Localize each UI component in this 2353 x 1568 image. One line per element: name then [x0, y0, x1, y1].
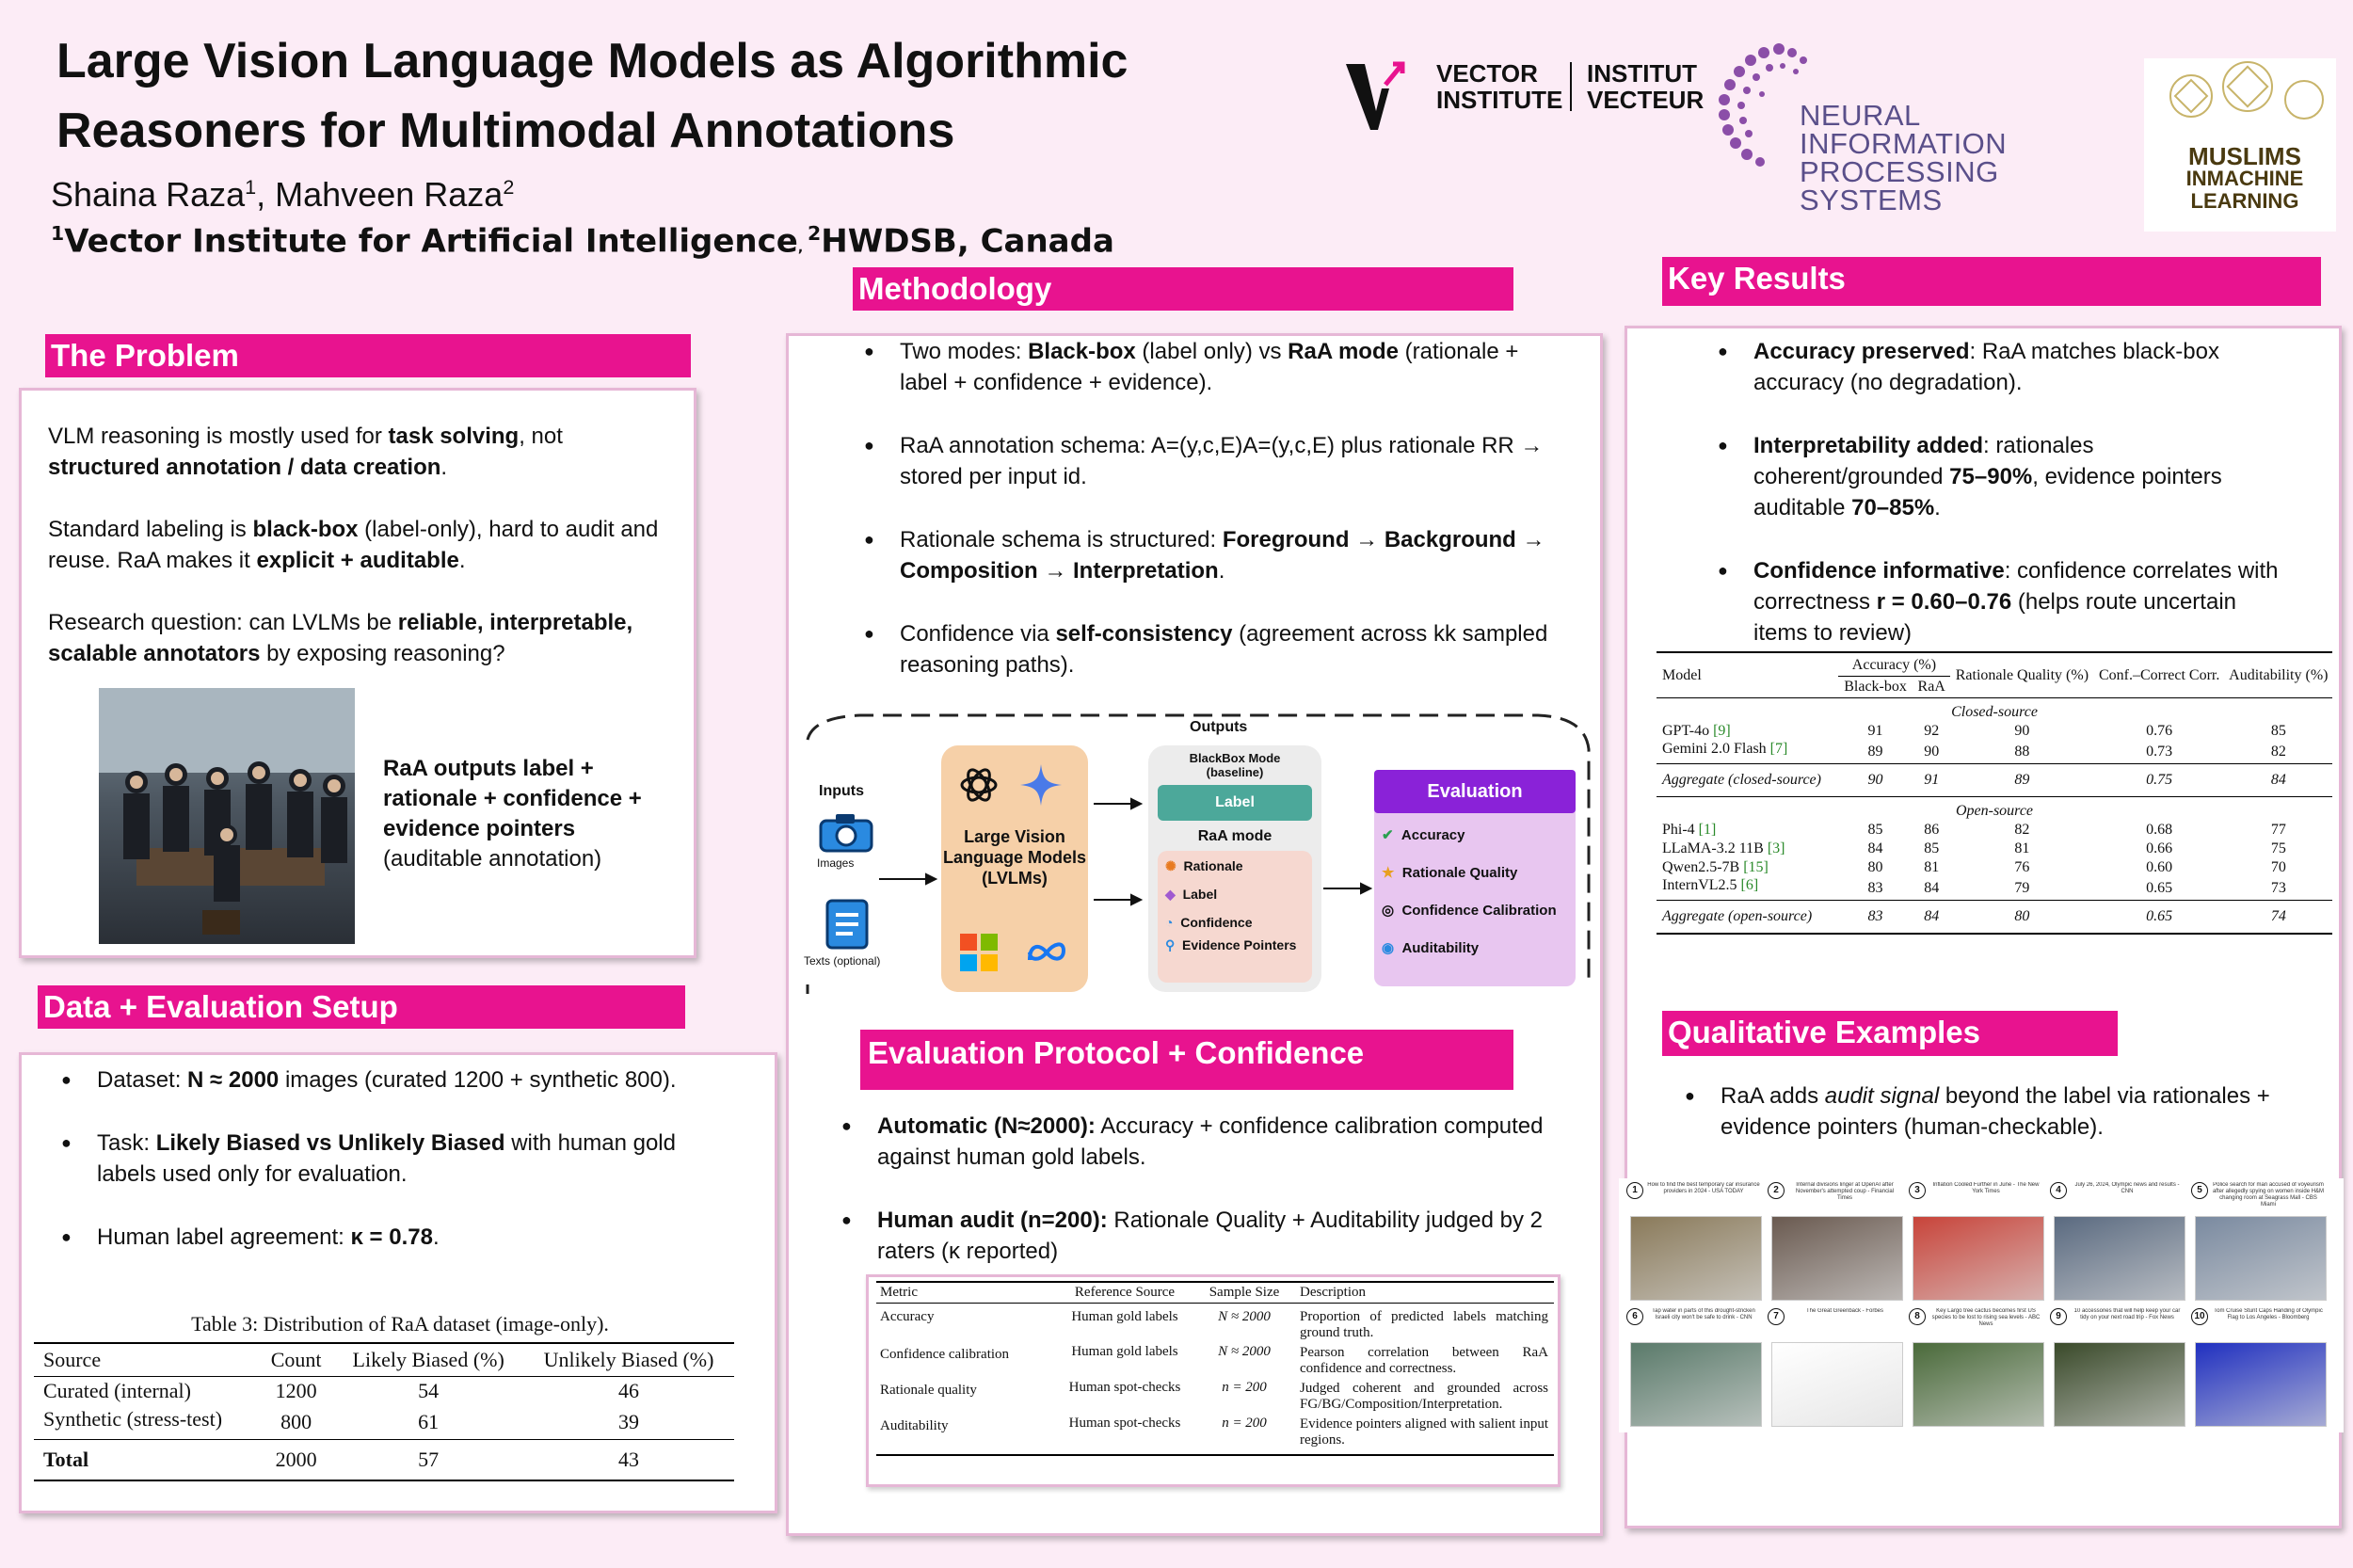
method-bullet-schema: ● RaA annotation schema: A=(y,c,E)A=(y,c,E) plus rationale RR → stored per input id. [864, 430, 1561, 492]
col-raa: RaA [1917, 679, 1945, 695]
affil-sep: , [797, 240, 808, 256]
author-2: Mahveen Raza [275, 175, 504, 214]
raa-item-evidence: ⚲ Evidence Pointers [1165, 937, 1297, 952]
qualitative-bullet: ● RaA adds audit signal beyond the label via rationales + evidence pointers (human-checkable). [1685, 1080, 2297, 1143]
raa-outputs-rest: (auditable annotation) [383, 846, 602, 872]
table-row: Auditability Human spot-checks n = 200 Evidence pointers aligned with salient input regions. [880, 1416, 1548, 1448]
example-item [1626, 1182, 1762, 1303]
example-number: 10 [2191, 1308, 2208, 1325]
diagram-inputs-label: Inputs [819, 783, 864, 799]
example-thumbnail [2054, 1216, 2185, 1301]
example-caption: Internal divisions linger at OpenAI after November's attempted coup - Financial Times [1795, 1182, 1895, 1201]
vector-institute-logo [1344, 56, 1706, 132]
author-sep: , [256, 175, 276, 214]
check-icon: ✔ [1382, 827, 1394, 843]
problem-p2: Standard labeling is black-box (label-only), hard to audit and reuse. RaA makes it explicit + auditable. [48, 517, 659, 573]
table-row: LLaMA-3.2 11B [3] 84 85 81 0.66 75 [1662, 840, 2286, 856]
muslims-line3: LEARNING [2190, 189, 2299, 213]
eval-item-auditability: ◉ Auditability [1382, 940, 1480, 956]
table-row: Synthetic (stress-test) 800 61 39 [34, 1405, 734, 1440]
affil-2-sup: 2 [808, 222, 822, 245]
diagram-images-label: Images [817, 856, 855, 870]
target-icon: ◎ [1382, 903, 1395, 919]
blackbox-mode-label: BlackBox Mode (baseline) [1189, 751, 1281, 779]
method-bullet-confidence: ● Confidence via self-consistency (agreement across kk sampled reasoning paths). [864, 618, 1561, 680]
muslims-line1: MUSLIMS [2188, 142, 2301, 170]
table-row: Phi-4 [1] 85 86 82 0.68 77 [1662, 822, 2286, 838]
muslims-in-ml-logo [2144, 58, 2336, 232]
examples-grid [1619, 1178, 2344, 1432]
eval-bullet-automatic: ● Automatic (N≈2000): Accuracy + confidence calibration computed against human gold labels. [841, 1111, 1566, 1173]
authors [51, 175, 514, 215]
example-number: 3 [1909, 1182, 1926, 1199]
data-bullet-agreement: ● Human label agreement: κ = 0.78. [61, 1222, 720, 1253]
raa-outputs-bold: RaA outputs label + rationale + confidence + evidence pointers [383, 756, 642, 841]
method-bullet-rationale: ● Rationale schema is structured: Foreground → Background → Composition → Interpretation. [864, 524, 1561, 586]
neurips-line1: NEURAL INFORMATION [1800, 99, 2008, 160]
poster-title: Large Vision Language Models as Algorithmic Reasoners for Multimodal Annotations [56, 34, 1128, 158]
col-model: Model [1657, 652, 1838, 698]
data-setup-header: Data + Evaluation Setup [38, 985, 685, 1029]
example-thumbnail [1913, 1342, 2044, 1427]
gemini-sparkle-icon [1018, 762, 1064, 808]
col-blackbox: Black-box [1844, 679, 1907, 695]
example-thumbnail [1771, 1216, 1903, 1301]
example-caption: July 26, 2024, Olympic news and results - CNN [2074, 1182, 2180, 1194]
problem-box [19, 388, 696, 958]
example-item [1626, 1308, 1762, 1429]
audit-icon: ◉ [1382, 940, 1395, 956]
lvlm-label: Large Vision Language Models (LVLMs) [942, 827, 1086, 888]
metrics-table [876, 1281, 1554, 1456]
closed-source-label: Closed-source [1951, 704, 2038, 720]
example-number: 2 [1768, 1182, 1785, 1199]
evaluation-title: Evaluation [1374, 770, 1576, 813]
col-metric: Metric [880, 1285, 918, 1300]
meta-icon [1026, 939, 1067, 966]
example-number: 6 [1626, 1308, 1643, 1325]
lvlm-node [941, 745, 1088, 992]
example-thumbnail [2054, 1342, 2185, 1427]
key-results-header: Key Results [1662, 257, 2321, 306]
col-unlikely: Unlikely Biased (%) [543, 1348, 714, 1371]
example-thumbnail [2195, 1342, 2327, 1427]
raa-mode-panel [1158, 851, 1312, 983]
tag-icon: ◆ [1165, 887, 1176, 902]
table-row: Rationale quality Human spot-checks n = 200 Judged coherent and grounded across FG/BG/Composition/Interpretation. [880, 1380, 1548, 1412]
example-caption: The Great Greenback - Forbes [1805, 1308, 1884, 1314]
table-row: Accuracy Human gold labels N ≈ 2000 Proportion of predicted labels matching ground truth. [880, 1309, 1548, 1340]
raa-mode-label: RaA mode [1197, 828, 1273, 844]
eval-item-accuracy: ✔ Accuracy [1382, 827, 1465, 843]
example-number: 4 [2050, 1182, 2067, 1199]
result-bullet-interpretability: ● Interpretability added: rationales coherent/grounded 75–90%, evidence pointers auditable 70–85%. [1718, 430, 2282, 523]
problem-header: The Problem [45, 334, 691, 377]
example-caption: 10 accessories that will help keep your car tidy on your next road trip - Fox News [2073, 1308, 2181, 1320]
methodology-header: Methodology [853, 267, 1513, 311]
table-row: GPT-4o [9] 91 92 90 0.76 85 [1662, 723, 2286, 739]
rationale-icon: ✺ [1165, 858, 1176, 873]
col-count: Count [270, 1348, 322, 1371]
eval-item-calibration: ◎ Confidence Calibration [1382, 903, 1557, 919]
raa-item-confidence: ◔ Confidence [1165, 915, 1253, 930]
example-caption: Key Largo tree cactus becomes first US species to be lost to rising sea levels - ABC News [1931, 1308, 2041, 1327]
gauge-icon: ◔ [1165, 915, 1174, 930]
example-number: 5 [2191, 1182, 2208, 1199]
example-thumbnail [2195, 1216, 2327, 1301]
geometric-star-icon [2144, 58, 2336, 143]
example-thumbnail [1771, 1342, 1903, 1427]
eval-item-rationale: ★ Rationale Quality [1382, 865, 1518, 881]
example-caption: Tap water in parts of this drought-stricken Israeli city won't be safe to drink - CNN [1652, 1308, 1755, 1320]
openai-icon [958, 764, 1000, 806]
raa-outputs-text [383, 754, 675, 874]
col-rationale-quality: Rationale Quality (%) [1950, 652, 2094, 698]
affiliations [51, 222, 1114, 260]
document-icon [824, 898, 870, 951]
eval-protocol-header: Evaluation Protocol + Confidence [860, 1030, 1513, 1090]
example-thumbnail [1630, 1216, 1762, 1301]
affil-1-sup: 1 [51, 222, 65, 245]
magnifier-icon: ⚲ [1165, 937, 1176, 952]
blackbox-label-chip: Label [1158, 785, 1312, 821]
vector-en-line1: VECTOR [1436, 59, 1538, 88]
metrics-table-panel [866, 1274, 1561, 1487]
example-thumbnail [1913, 1216, 2044, 1301]
table-row: Confidence calibration Human gold labels N ≈ 2000 Pearson correlation between RaA confidence and correctness. [880, 1344, 1548, 1376]
qualitative-bullets [1685, 1080, 2297, 1175]
results-table-panel [1657, 651, 2332, 981]
vector-fr-line2: VECTEUR [1587, 86, 1705, 114]
pipeline-diagram [804, 712, 1594, 996]
table-row: Qwen2.5-7B [15] 80 81 76 0.60 70 [1662, 859, 2286, 875]
result-bullet-accuracy: ● Accuracy preserved: RaA matches black-box accuracy (no degradation). [1718, 336, 2282, 398]
problem-p1: VLM reasoning is mostly used for task solving, not structured annotation / data creation. [48, 424, 563, 480]
outputs-node [1148, 745, 1321, 992]
example-number: 1 [1626, 1182, 1643, 1199]
vector-en-line2: INSTITUTE [1436, 86, 1563, 114]
example-caption: Tom Cruise Stunt Caps Handing of Olympic Flag to Los Angeles - Bloomberg [2214, 1308, 2323, 1320]
author-2-sup: 2 [503, 175, 515, 199]
dataset-table [34, 1342, 734, 1481]
method-bullet-modes: ● Two modes: Black-box (label only) vs RaA mode (rationale + label + confidence + evidence). [864, 336, 1561, 398]
col-conf-corr: Conf.–Correct Corr. [2094, 652, 2225, 698]
affil-2: HWDSB, Canada [821, 222, 1114, 261]
table-row: InternVL2.5 [6] 83 84 79 0.65 73 [1657, 877, 2332, 901]
neurips-logo [1713, 38, 2127, 216]
diagram-texts-label: Texts (optional) [804, 954, 881, 968]
raa-item-label: ◆ Label [1165, 887, 1218, 902]
col-reference: Reference Source [1074, 1285, 1176, 1300]
camera-icon [819, 811, 873, 853]
results-table [1657, 651, 2332, 935]
example-caption: How to find the best temporary car insurance providers in 2024 - USA TODAY [1647, 1182, 1760, 1194]
table-row-total: Total 2000 57 43 [43, 1448, 639, 1471]
raa-item-rationale: ✺ Rationale [1165, 858, 1243, 873]
neurips-line2: PROCESSING SYSTEMS [1800, 155, 1999, 216]
example-caption: Police search for man accused of voyeurism after allegedly spying on women inside H&M changing room at Seagrass Mall - CBS Miami [2212, 1182, 2325, 1208]
eval-bullet-human: ● Human audit (n=200): Rationale Quality + Auditability judged by 2 raters (κ reported) [841, 1205, 1566, 1267]
example-item [1909, 1308, 2044, 1429]
example-item [2050, 1308, 2185, 1429]
qualitative-header: Qualitative Examples [1662, 1011, 2118, 1056]
vector-v-icon [1344, 56, 1410, 132]
eval-protocol-bullets [841, 1111, 1566, 1299]
result-bullet-confidence: ● Confidence informative: confidence correlates with correctness r = 0.60–0.76 (helps route uncertain items to review) [1718, 555, 2282, 648]
example-number: 7 [1768, 1308, 1785, 1325]
dataset-table-panel [32, 1306, 768, 1506]
logo-divider [1570, 62, 1572, 111]
star-icon: ★ [1382, 865, 1395, 881]
evaluation-node [1374, 770, 1576, 986]
author-1-sup: 1 [245, 175, 257, 199]
table-row: Gemini 2.0 Flash [7] 89 90 88 0.73 82 [1657, 741, 2332, 764]
example-item [1768, 1182, 1903, 1303]
problem-p3: Research question: can LVLMs be reliable, interpretable, scalable annotators by exposing reasoning? [48, 610, 633, 666]
example-item [2050, 1182, 2185, 1303]
example-item [2191, 1182, 2327, 1303]
example-item [1768, 1308, 1903, 1429]
microsoft-icon [960, 934, 998, 971]
col-sample-size: Sample Size [1209, 1285, 1280, 1300]
example-item [2191, 1308, 2327, 1429]
col-accuracy-group: Accuracy (%) [1838, 652, 1950, 677]
example-thumbnail [1630, 1342, 1762, 1427]
diagram-outputs-label: Outputs [1190, 719, 1248, 735]
col-auditability: Auditability (%) [2225, 652, 2332, 698]
table-row-aggregate: Aggregate (closed-source) 90 91 89 0.75 84 [1657, 764, 2332, 797]
example-caption: Inflation Cooled Further in June - The New York Times [1932, 1182, 2040, 1194]
data-bullet-dataset: ● Dataset: N ≈ 2000 images (curated 1200 + synthetic 800). [61, 1064, 720, 1096]
vector-fr-line1: INSTITUT [1587, 59, 1697, 88]
open-source-label: Open-source [1955, 803, 2034, 819]
example-item [1909, 1182, 2044, 1303]
author-1: Shaina Raza [51, 175, 246, 214]
muslims-line2: INMACHINE [2185, 167, 2304, 190]
example-number: 8 [1909, 1308, 1926, 1325]
col-likely: Likely Biased (%) [352, 1348, 504, 1371]
dataset-table-caption: Table 3: Distribution of RaA dataset (image-only). [191, 1312, 609, 1336]
col-source: Source [43, 1348, 102, 1371]
col-description: Description [1300, 1285, 1366, 1300]
office-meeting-image [99, 688, 355, 944]
data-bullet-task: ● Task: Likely Biased vs Unlikely Biased with human gold labels used only for evaluation. [61, 1128, 720, 1190]
example-number: 9 [2050, 1308, 2067, 1325]
affil-1: Vector Institute for Artificial Intelligence [64, 222, 798, 261]
table-row: Curated (internal) 1200 54 46 [43, 1379, 639, 1402]
table-row-aggregate: Aggregate (open-source) 83 84 80 0.65 74 [1662, 908, 2286, 924]
